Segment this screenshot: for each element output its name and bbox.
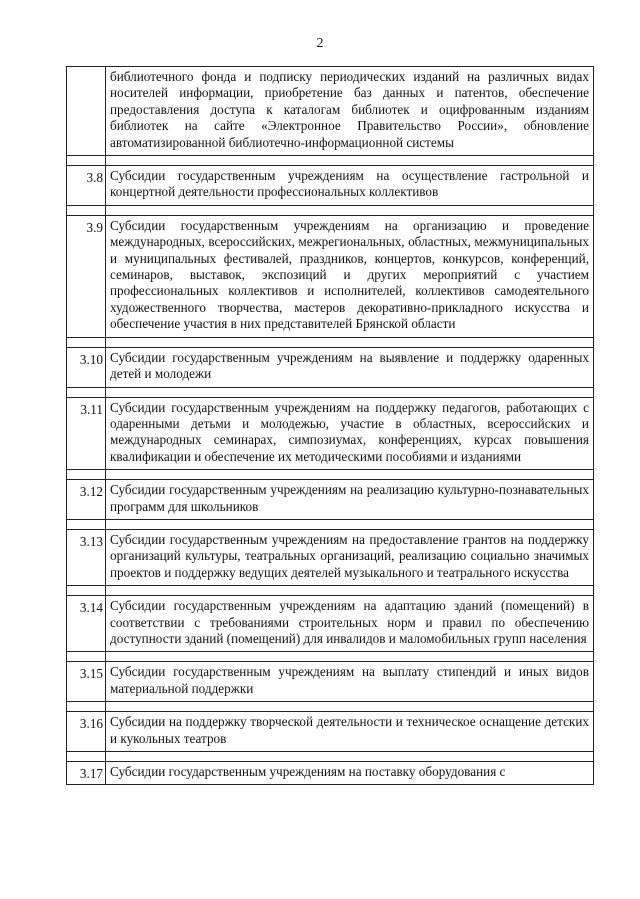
row-number: 3.14: [67, 596, 106, 652]
subsidies-table: [66, 66, 594, 785]
row-gap: [67, 156, 594, 166]
row-text: Субсидии государственным учреждениям на организацию и проведение международных, всероссийских, межрегиональных, областных, межмуниципальных и муниципальных фестивалей, праздников, концертов, конкурсов, конференций, семинаров, выставок, экспозиций и других мероприятий с участием профессиональных коллективов и исполнителей, коллективов самодеятельного художественного творчества, мастеров декоративно-прикладного искусства и обеспечение участия в них представителей Брянской области: [106, 215, 594, 337]
row-gap: [67, 586, 594, 596]
row-text: Субсидии государственным учреждениям на поддержку педагогов, работающих с одаренными детьми и молодежью, участие в областных, всероссийских и международных семинарах, симпозиумах, конференциях, курсах повышения квалификации и обеспечение их методическими пособиями и изданиями: [106, 397, 594, 470]
table-row: [67, 215, 594, 337]
row-text: Субсидии государственным учреждениям на осуществление гастрольной и концертной деятельности профессиональных коллективов: [106, 166, 594, 206]
row-number: 3.8: [67, 166, 106, 206]
row-text: Субсидии государственным учреждениям на поставку оборудования с: [106, 762, 594, 785]
row-gap: [67, 752, 594, 762]
row-number: 3.16: [67, 712, 106, 752]
row-number: [67, 67, 106, 156]
row-number: 3.17: [67, 762, 106, 785]
row-gap: [67, 205, 594, 215]
table-row: [67, 712, 594, 752]
table-row: [67, 166, 594, 206]
table-row: [67, 397, 594, 470]
row-number: 3.12: [67, 480, 106, 520]
row-text: Субсидии государственным учреждениям на адаптацию зданий (помещений) в соответствии с требованиями строительных норм и правил по обеспечению доступности зданий (помещений) для инвалидов и маломобильных групп населения: [106, 596, 594, 652]
row-gap: [67, 652, 594, 662]
row-gap: [67, 702, 594, 712]
table-row: [67, 662, 594, 702]
row-number: 3.10: [67, 347, 106, 387]
table-row: [67, 67, 594, 156]
page-number: 2: [316, 36, 324, 51]
row-text: Субсидии государственным учреждениям на выплату стипендий и иных видов материальной поддержки: [106, 662, 594, 702]
row-number: 3.13: [67, 529, 106, 585]
table-row: [67, 347, 594, 387]
row-text: Субсидии государственным учреждениям на реализацию культурно-познавательных программ для школьников: [106, 480, 594, 520]
row-number: 3.9: [67, 215, 106, 337]
table-row: [67, 596, 594, 652]
row-gap: [67, 470, 594, 480]
table-row: [67, 529, 594, 585]
row-gap: [67, 387, 594, 397]
row-text: Субсидии на поддержку творческой деятельности и техническое оснащение детских и кукольных театров: [106, 712, 594, 752]
table-row: [67, 480, 594, 520]
row-text: Субсидии государственным учреждениям на предоставление грантов на поддержку организаций культуры, театральных организаций, реализацию социально значимых проектов и поддержку ведущих деятелей музыкального и театрального искусства: [106, 529, 594, 585]
row-number: 3.11: [67, 397, 106, 470]
row-gap: [67, 519, 594, 529]
table-row: [67, 762, 594, 785]
row-text: Субсидии государственным учреждениям на выявление и поддержку одаренных детей и молодежи: [106, 347, 594, 387]
row-text: библиотечного фонда и подписку периодических изданий на различных видах носителей информации, приобретение баз данных и патентов, обеспечение предоставления доступа к каталогам библиотек и оцифрованным изданиям библиотек на сайте «Электронное Правительство России», обновление автоматизированной библиотечно-информационной системы: [106, 67, 594, 156]
row-gap: [67, 337, 594, 347]
row-number: 3.15: [67, 662, 106, 702]
